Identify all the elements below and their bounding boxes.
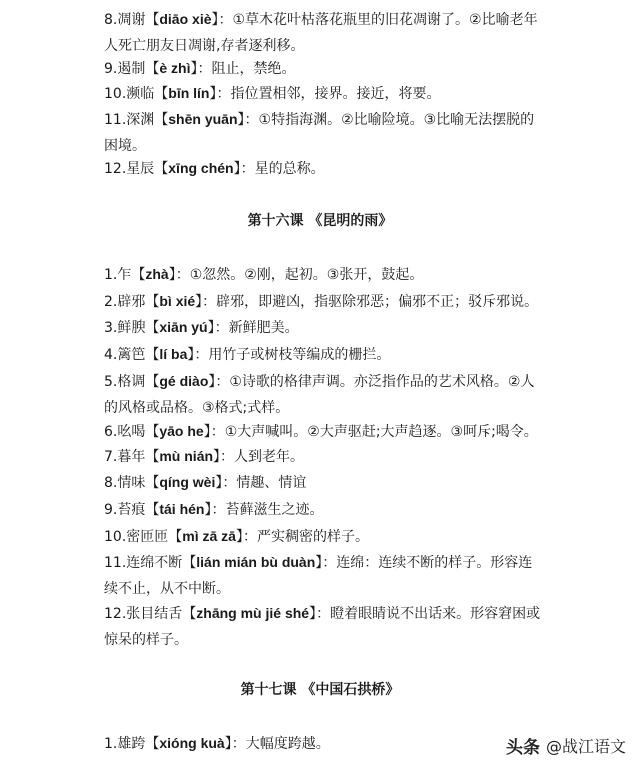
entry-number: 12. [104, 161, 127, 177]
entry-pinyin: diāo xiè [159, 11, 212, 27]
entry-number: 8. [104, 475, 118, 491]
entry-word: 暮年 [117, 449, 146, 465]
entry-definition: ：指位置相邻，接界。接近，将要。 [216, 86, 441, 102]
vocab-entry: 12.星辰【xīng chén】：星的总称。 [104, 160, 325, 177]
entry-definition: ：苔藓滋生之迹。 [211, 502, 324, 518]
entry-definition: ：①草木花叶枯落花瓶里的旧花凋谢了。②比喻老年人死亡朋友日凋谢,存者逐利移。 [104, 12, 538, 54]
entry-definition: ：①忽然。②刚，起初。③张开，鼓起。 [175, 267, 424, 283]
entry-definition: ：新鲜肥美。 [214, 320, 299, 336]
entry-definition: ：人到老年。 [220, 449, 305, 465]
entry-pinyin: xiān yú [159, 319, 208, 335]
vocab-entry: 6.吆喝【yāo he】：①大声喊叫。②大声驱赶;大声趋逐。③呵斥;喝令。 [104, 423, 538, 440]
entry-pinyin: lí ba [159, 346, 188, 362]
vocab-entry: 2.辟邪【bì xié】：辟邪，即避凶，指驱除邪恶；偏邪不正；驳斥邪说。 [104, 293, 539, 310]
entry-word: 张目结舌 [126, 606, 183, 622]
vocab-entry: 7.暮年【mù nián】：人到老年。 [104, 448, 305, 465]
entry-definition: ：严实稠密的样子。 [242, 529, 369, 545]
entry-word: 星辰 [126, 161, 155, 177]
entry-number: 4. [104, 347, 118, 363]
entry-number: 3. [104, 320, 118, 336]
entry-number: 10. [104, 529, 127, 545]
vocab-entry: 8.凋谢【diāo xiè】：①草木花叶枯落花瓶里的旧花凋谢了。②比喻老年人死亡朋友日凋谢,存者逐利移。 [104, 11, 538, 54]
entry-pinyin: xīng chén [168, 160, 234, 176]
entry-pinyin: shēn yuān [168, 111, 238, 127]
entry-word: 雄跨 [117, 736, 146, 752]
entry-pinyin: bì xié [159, 293, 196, 309]
vocab-entry: 5.格调【gé diào】：①诗歌的格律声调。亦泛指作品的艺术风格。②人的风格或品格。③格式;式样。 [104, 373, 535, 416]
vocab-entry: 1.乍【zhà】：①忽然。②刚，起初。③张开，鼓起。 [104, 266, 424, 283]
entry-word: 篱笆 [117, 347, 146, 363]
entry-number: 5. [104, 374, 118, 390]
entry-definition: ：①大声喊叫。②大声驱赶;大声趋逐。③呵斥;喝令。 [210, 424, 538, 440]
entry-definition: ：瞪着眼睛说不出话来。形容窘困或惊呆的样子。 [104, 606, 541, 648]
entry-number: 9. [104, 502, 118, 518]
entry-word: 吆喝 [117, 424, 146, 440]
entry-pinyin: gé diào [159, 373, 209, 389]
entry-word: 鲜腴 [117, 320, 146, 336]
lesson-heading: 第十七课 《中国石拱桥》 [240, 682, 400, 698]
entry-number: 11. [104, 555, 127, 571]
entry-word: 凋谢 [117, 12, 146, 28]
vocab-entry: 9.遏制【è zhì】：阻止，禁绝。 [104, 60, 296, 77]
entry-number: 8. [104, 12, 118, 28]
source-watermark [506, 733, 626, 758]
entry-definition: ：星的总称。 [240, 161, 325, 177]
entry-pinyin: bīn lín [168, 85, 210, 101]
entry-definition: ：连绵：连续不断的样子。形容连续不止，从不中断。 [104, 555, 533, 597]
entry-number: 9. [104, 61, 118, 77]
vocab-entry: 3.鲜腴【xiān yú】：新鲜肥美。 [104, 319, 299, 336]
entry-number: 12. [104, 606, 127, 622]
entry-word: 乍 [117, 267, 132, 283]
entry-word: 连绵不断 [126, 555, 183, 571]
entry-pinyin: mì zā zā [182, 528, 236, 544]
vocab-entry: 11.连绵不断【lián mián bù duàn】：连绵：连续不断的样子。形容连续不止，从不中断。 [104, 554, 533, 597]
entry-pinyin: tái hén [159, 501, 205, 517]
entry-word: 辟邪 [117, 294, 146, 310]
entry-pinyin: lián mián bù duàn [196, 554, 316, 570]
entry-definition: ：阻止，禁绝。 [197, 61, 296, 77]
entry-number: 2. [104, 294, 118, 310]
entry-pinyin: zhà [145, 266, 169, 282]
entry-definition: ：①特指海渊。②比喻险境。③比喻无法摆脱的困境。 [104, 112, 535, 154]
entry-number: 1. [104, 736, 118, 752]
vocab-entry: 11.深渊【shēn yuān】：①特指海渊。②比喻险境。③比喻无法摆脱的困境。 [104, 111, 535, 154]
entry-word: 格调 [117, 374, 146, 390]
entry-pinyin: è zhì [159, 60, 191, 76]
vocab-entry: 8.情味【qíng wèi】：情趣、情谊 [104, 474, 307, 491]
entry-number: 10. [104, 86, 127, 102]
entry-number: 1. [104, 267, 118, 283]
entry-word: 密匝匝 [126, 529, 169, 545]
entry-pinyin: zhāng mù jié shé [196, 605, 310, 621]
entry-word: 深渊 [126, 112, 155, 128]
vocab-entry: 10.濒临【bīn lín】：指位置相邻，接界。接近，将要。 [104, 85, 441, 102]
entry-definition: ：辟邪，即避凶，指驱除邪恶；偏邪不正；驳斥邪说。 [202, 294, 539, 310]
entry-definition: ：①诗歌的格律声调。亦泛指作品的艺术风格。②人的风格或品格。③格式;式样。 [104, 374, 535, 416]
entry-number: 11. [104, 112, 127, 128]
author-handle: @战江语文 [545, 737, 626, 756]
entry-word: 苔痕 [117, 502, 146, 518]
entry-definition: ：用竹子或树枝等编成的栅拦。 [194, 347, 391, 363]
entry-definition: ：情趣、情谊 [222, 475, 307, 491]
entry-number: 7. [104, 449, 118, 465]
entry-pinyin: yāo he [159, 423, 204, 439]
vocab-entry: 10.密匝匝【mì zā zā】：严实稠密的样子。 [104, 528, 369, 545]
entry-pinyin: qíng wèi [159, 474, 216, 490]
vocab-entry: 12.张目结舌【zhāng mù jié shé】：瞪着眼睛说不出话来。形容窘困或惊呆的样子。 [104, 605, 541, 648]
entry-definition: ：大幅度跨越。 [231, 736, 330, 752]
entry-word: 濒临 [126, 86, 155, 102]
toutiao-logo: 头条 [505, 738, 540, 758]
entry-number: 6. [104, 424, 118, 440]
entry-pinyin: xióng kuà [159, 735, 225, 751]
entry-pinyin: mù nián [159, 448, 214, 464]
entry-word: 遏制 [117, 61, 146, 77]
vocab-entry: 4.篱笆【lí ba】：用竹子或树枝等编成的栅拦。 [104, 346, 391, 363]
entry-word: 情味 [117, 475, 146, 491]
vocab-entry: 1.雄跨【xióng kuà】：大幅度跨越。 [104, 735, 330, 752]
vocab-entry: 9.苔痕【tái hén】：苔藓滋生之迹。 [104, 501, 324, 518]
lesson-heading: 第十六课 《昆明的雨》 [247, 213, 393, 229]
